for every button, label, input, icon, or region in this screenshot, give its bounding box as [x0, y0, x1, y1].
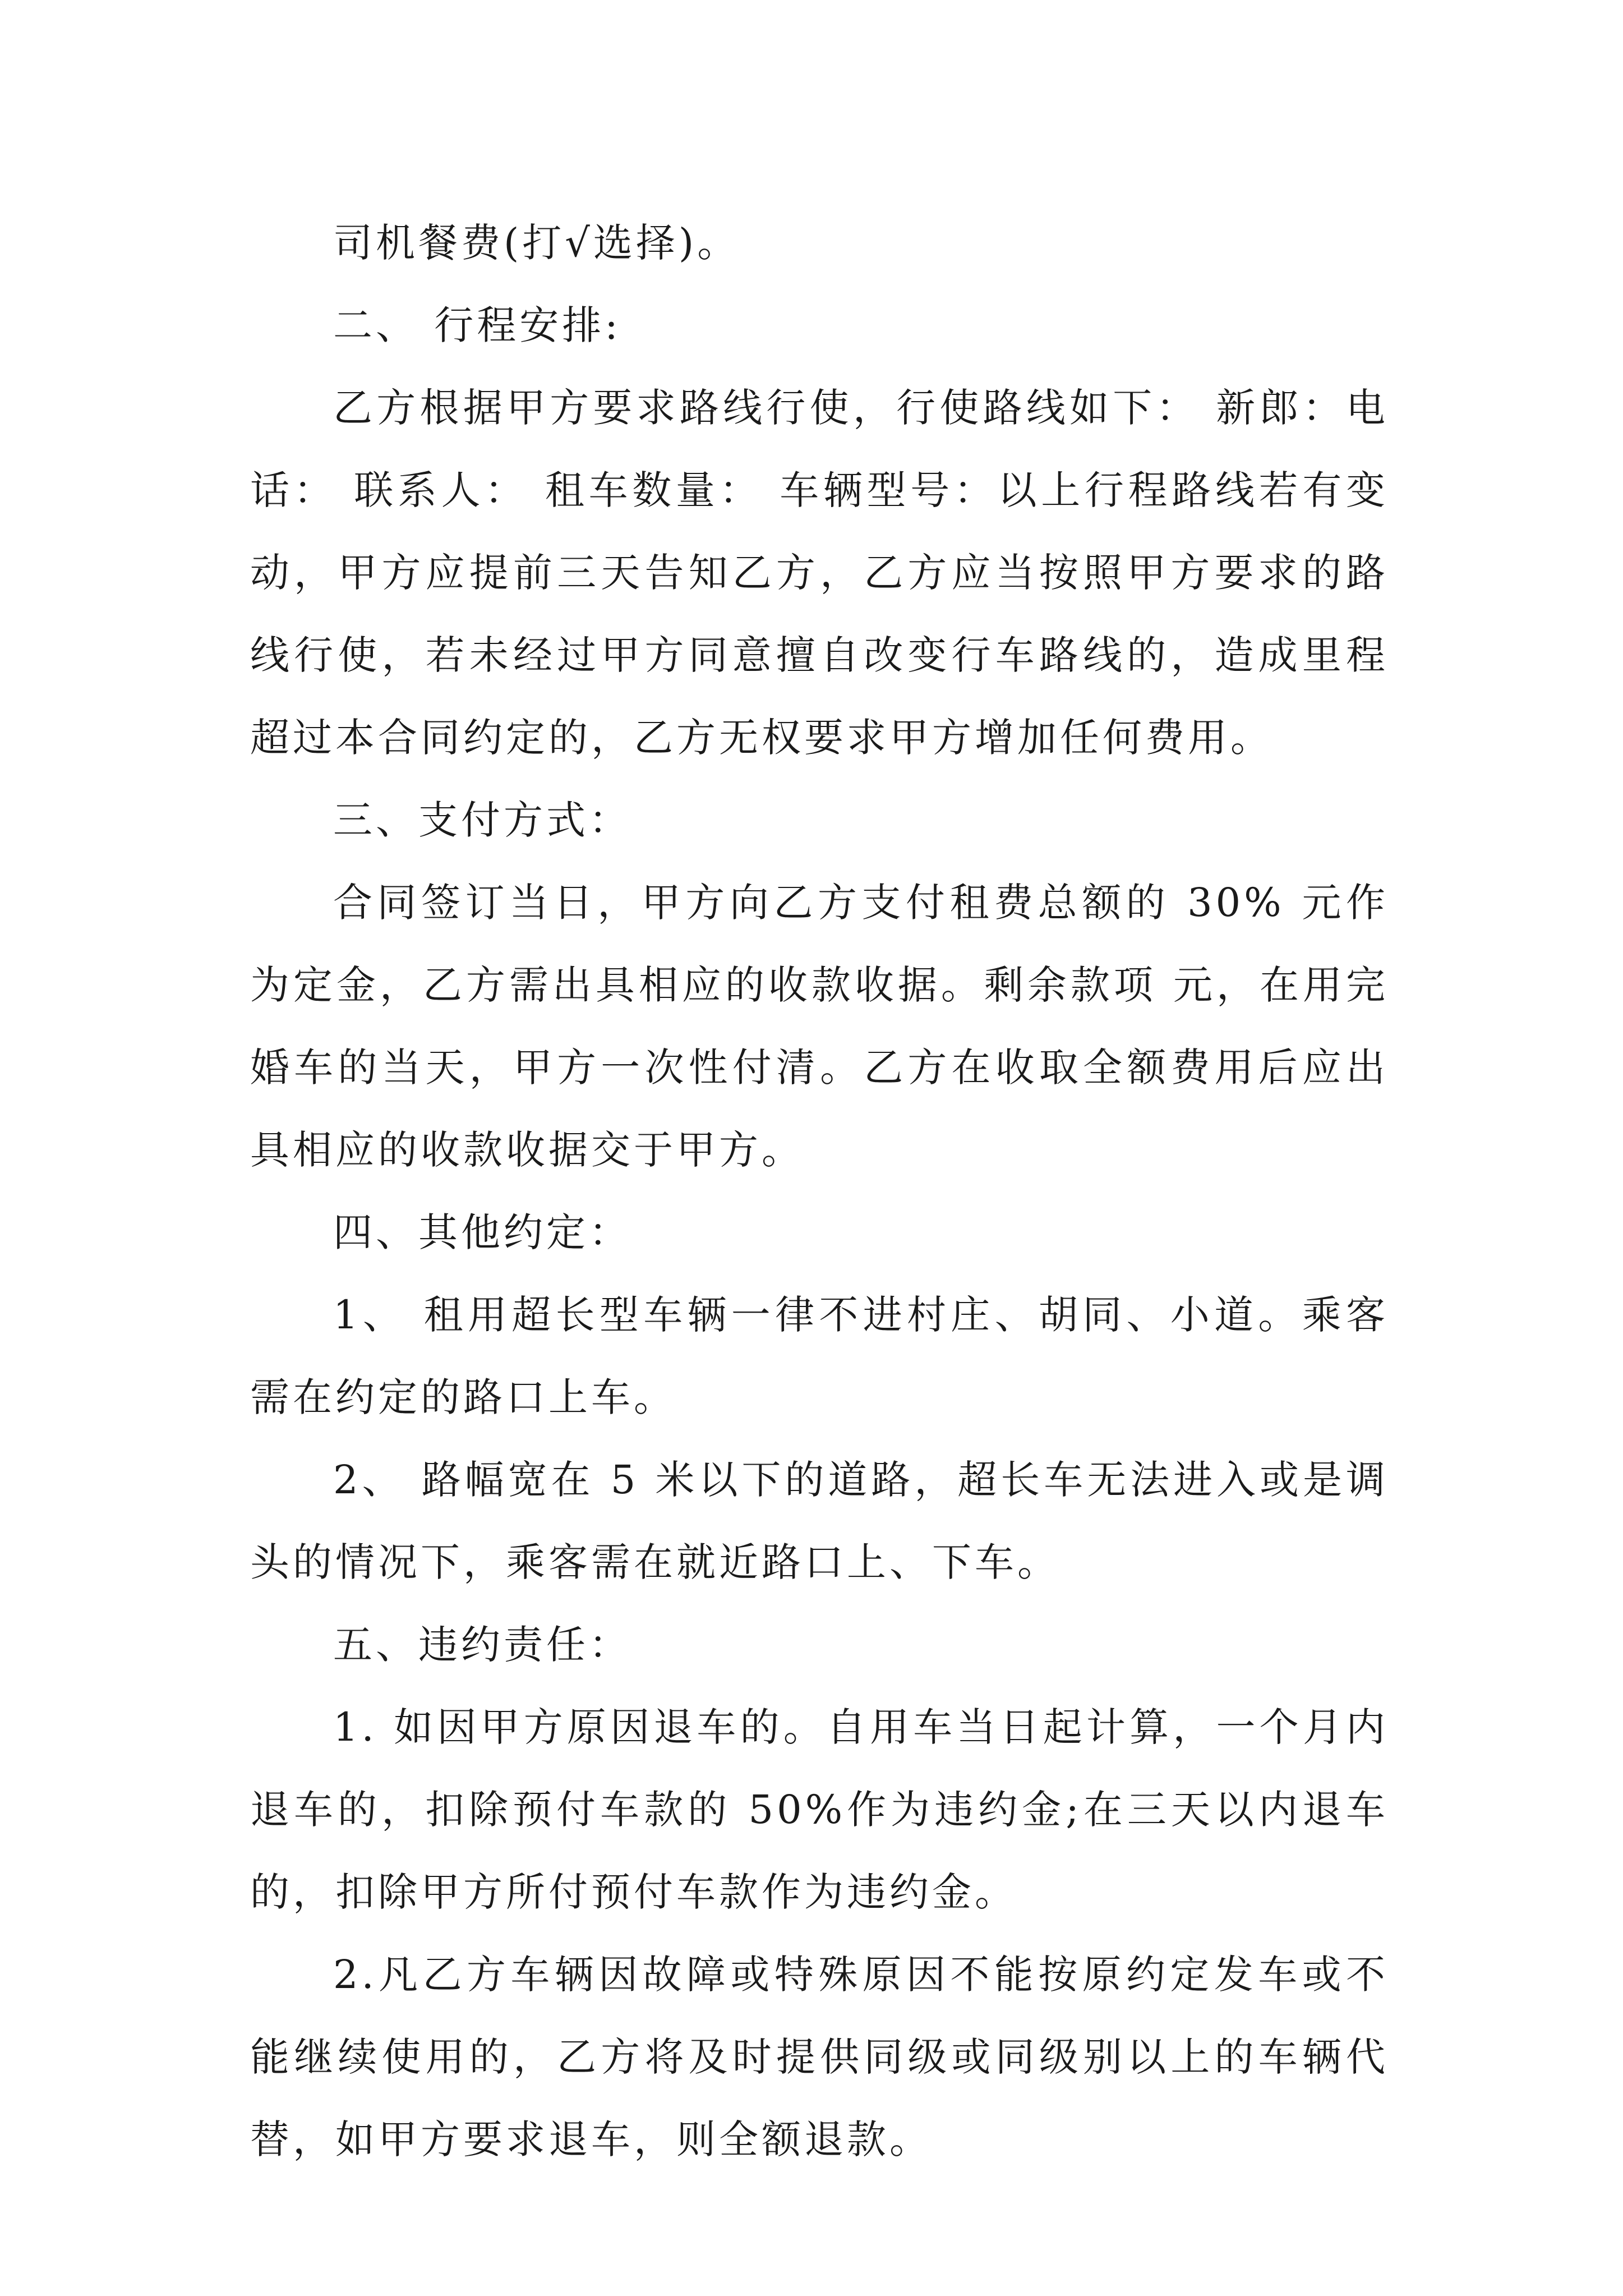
paragraph-term-2: 2、 路幅宽在 5 米以下的道路，超长车无法进入或是调头的情况下，乘客需在就近路口上、下车。 [250, 1457, 1389, 1585]
heading-itinerary: 二、 行程安排: [333, 302, 621, 348]
document-body [250, 202, 1389, 2181]
paragraph-breach-1: 1. 如因甲方原因退车的。自用车当日起计算，一个月内退车的，扣除预付车款的 50%作为违约金;在三天以内退车的，扣除甲方所付预付车款作为违约金。 [250, 1704, 1389, 1915]
paragraph-breach-2: 2.凡乙方车辆因故障或特殊原因不能按原约定发车或不能继续使用的，乙方将及时提供同级或同级别以上的车辆代替，如甲方要求退车，则全额退款。 [250, 1952, 1389, 2162]
heading-other-terms: 四、其他约定： [333, 1209, 631, 1255]
paragraph-term-1: 1、 租用超长型车辆一律不进村庄、胡同、小道。乘客需在约定的路口上车。 [250, 1292, 1389, 1420]
heading-payment: 三、支付方式： [333, 797, 631, 843]
paragraph-meal-fee: 司机餐费(打√选择)。 [333, 220, 740, 266]
heading-breach: 五、违约责任： [333, 1622, 631, 1668]
paragraph-itinerary: 乙方根据甲方要求路线行使，行使路线如下： 新郎：电话： 联系人： 租车数量： 车辆型号：以上行程路线若有变动，甲方应提前三天告知乙方，乙方应当按照甲方要求的路线行使，若未经过甲方同意擅自改变行车路线的，造成里程超过本合同约定的，乙方无权要求甲方增加任何费用。 [250, 385, 1389, 761]
paragraph-payment: 合同签订当日，甲方向乙方支付租费总额的 30% 元作为定金，乙方需出具相应的收款收据。剩余款项 元，在用完婚车的当天，甲方一次性付清。乙方在收取全额费用后应出具相应的收款收据交于甲方。 [250, 880, 1389, 1173]
